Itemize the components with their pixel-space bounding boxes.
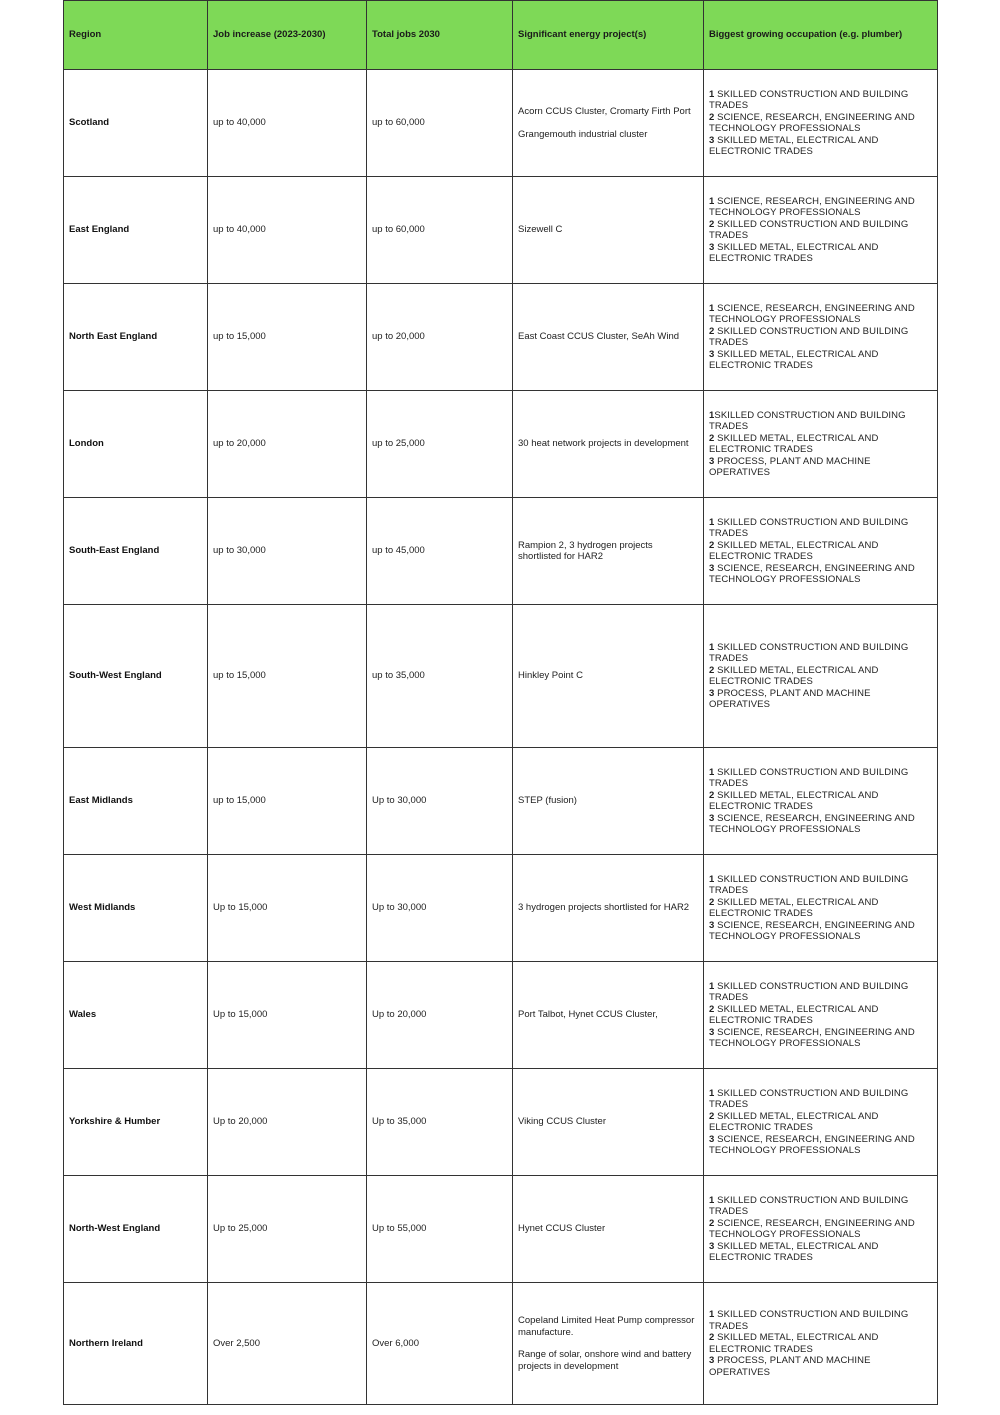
occupation-item: [709, 1195, 932, 1218]
region-cell: South-West England: [64, 605, 208, 748]
region-cell: Yorkshire & Humber: [64, 1069, 208, 1176]
occupation-label: SKILLED CONSTRUCTION AND BUILDING TRADES: [709, 516, 909, 539]
occupation-rank: 3: [709, 1355, 715, 1366]
region-cell: North-West England: [64, 1176, 208, 1283]
project-text: Port Talbot, Hynet CCUS Cluster,: [518, 1009, 658, 1021]
occupation-label: SKILLED METAL, ELECTRICAL AND ELECTRONIC TRADES: [709, 241, 879, 264]
projects-cell: [513, 1069, 704, 1176]
projects-cell: [513, 855, 704, 962]
projects-cell: [513, 391, 704, 498]
occupation-label: SKILLED CONSTRUCTION AND BUILDING TRADES: [709, 409, 906, 432]
occupation-cell: [704, 177, 938, 284]
occupation-rank: 3: [709, 134, 715, 146]
table-row: [64, 498, 938, 605]
occupation-item: [709, 1111, 932, 1134]
occupation-label: PROCESS, PLANT AND MACHINE OPERATIVES: [709, 455, 871, 478]
occupation-label: SKILLED CONSTRUCTION AND BUILDING TRADES: [709, 218, 909, 241]
total-jobs-cell: up to 45,000: [367, 498, 513, 605]
occupation-item: [709, 242, 932, 265]
occupation-item: [709, 433, 932, 456]
projects-cell: [513, 1283, 704, 1405]
occupation-item: [709, 540, 932, 563]
occupation-item: [709, 813, 932, 836]
header-region: Region: [64, 1, 208, 70]
occupation-item: [709, 1088, 932, 1111]
occupation-rank: 2: [709, 789, 715, 801]
project-text: Hynet CCUS Cluster: [518, 1223, 606, 1235]
occupation-item: [709, 349, 932, 372]
occupation-rank: 3: [709, 348, 715, 360]
job-increase-cell: up to 30,000: [208, 498, 367, 605]
table-row: [64, 1176, 938, 1283]
occupation-item: [709, 981, 932, 1004]
occupation-rank: 3: [709, 241, 715, 253]
occupation-label: SCIENCE, RESEARCH, ENGINEERING AND TECHNOLOGY PROFESSIONALS: [709, 919, 915, 942]
occupation-label: SCIENCE, RESEARCH, ENGINEERING AND TECHNOLOGY PROFESSIONALS: [709, 1133, 915, 1156]
occupation-rank: 2: [709, 1217, 715, 1229]
total-jobs-cell: up to 25,000: [367, 391, 513, 498]
occupation-rank: 3: [709, 1026, 715, 1038]
occupation-item: [709, 1027, 932, 1050]
occupation-rank: 2: [709, 1110, 715, 1122]
header-occupation: Biggest growing occupation (e.g. plumber): [704, 1, 938, 70]
project-text: East Coast CCUS Cluster, SeAh Wind: [518, 331, 680, 343]
occupation-cell: [704, 1176, 938, 1283]
occupation-cell: [704, 748, 938, 855]
occupation-label: SCIENCE, RESEARCH, ENGINEERING AND TECHNOLOGY PROFESSIONALS: [709, 1026, 915, 1049]
region-cell: Northern Ireland: [64, 1283, 208, 1405]
occupation-rank: 1: [709, 302, 715, 314]
total-jobs-cell: Over 6,000: [367, 1283, 513, 1405]
occupation-label: SKILLED METAL, ELECTRICAL AND ELECTRONIC TRADES: [709, 1003, 879, 1026]
occupation-label: SCIENCE, RESEARCH, ENGINEERING AND TECHNOLOGY PROFESSIONALS: [709, 562, 915, 585]
occupation-label: SKILLED METAL, ELECTRICAL AND ELECTRONIC TRADES: [709, 896, 879, 919]
table-row: [64, 1283, 938, 1405]
occupation-item: [709, 456, 932, 479]
projects-cell: [513, 605, 704, 748]
occupation-rank: 2: [709, 432, 715, 444]
occupation-label: SKILLED METAL, ELECTRICAL AND ELECTRONIC TRADES: [709, 664, 879, 687]
region-cell: Wales: [64, 962, 208, 1069]
occupation-rank: 1: [709, 409, 715, 421]
projects-cell: [513, 498, 704, 605]
table-row: [64, 70, 938, 177]
table-row: [64, 605, 938, 748]
project-text: Sizewell C: [518, 224, 563, 236]
table-row: [64, 748, 938, 855]
project-text: Hinkley Point C: [518, 670, 583, 682]
occupation-rank: 3: [709, 1133, 715, 1145]
job-increase-cell: up to 20,000: [208, 391, 367, 498]
occupation-rank: 2: [709, 664, 715, 676]
region-cell: London: [64, 391, 208, 498]
table-body: [64, 70, 938, 1405]
regional-jobs-table: [63, 0, 938, 1405]
region-cell: East Midlands: [64, 748, 208, 855]
header-projects: Significant energy project(s): [513, 1, 704, 70]
occupation-item: [709, 1241, 932, 1264]
table-row: [64, 1069, 938, 1176]
occupation-rank: 2: [709, 111, 715, 123]
occupation-label: SCIENCE, RESEARCH, ENGINEERING AND TECHNOLOGY PROFESSIONALS: [709, 195, 915, 218]
occupation-label: SKILLED CONSTRUCTION AND BUILDING TRADES: [709, 980, 909, 1003]
region-cell: South-East England: [64, 498, 208, 605]
occupation-label: SCIENCE, RESEARCH, ENGINEERING AND TECHNOLOGY PROFESSIONALS: [709, 111, 915, 134]
occupation-rank: 1: [709, 641, 715, 653]
occupation-rank: 2: [709, 325, 715, 337]
total-jobs-cell: Up to 30,000: [367, 748, 513, 855]
project-text: STEP (fusion): [518, 795, 577, 807]
occupation-item: [709, 135, 932, 158]
occupation-rank: 2: [709, 896, 715, 908]
occupation-cell: [704, 855, 938, 962]
occupation-rank: 2: [709, 218, 715, 230]
project-text: Acorn CCUS Cluster, Cromarty Firth Port: [518, 106, 691, 117]
occupation-label: SKILLED METAL, ELECTRICAL AND ELECTRONIC TRADES: [709, 348, 879, 371]
occupation-label: SKILLED CONSTRUCTION AND BUILDING TRADES: [709, 88, 909, 111]
occupation-rank: 1: [709, 766, 715, 778]
occupation-item: [709, 219, 932, 242]
occupation-label: SCIENCE, RESEARCH, ENGINEERING AND TECHNOLOGY PROFESSIONALS: [709, 812, 915, 835]
header-row: [64, 1, 938, 70]
occupation-item: [709, 326, 932, 349]
job-increase-cell: up to 15,000: [208, 284, 367, 391]
table-row: [64, 177, 938, 284]
occupation-item: [709, 874, 932, 897]
job-increase-cell: Up to 15,000: [208, 962, 367, 1069]
occupation-label: SKILLED CONSTRUCTION AND BUILDING TRADES: [709, 1087, 909, 1110]
table-row: [64, 391, 938, 498]
occupation-label: SKILLED METAL, ELECTRICAL AND ELECTRONIC TRADES: [709, 789, 879, 812]
projects-cell: [513, 177, 704, 284]
project-text: Range of solar, onshore wind and battery projects in development: [518, 1349, 692, 1372]
occupation-cell: [704, 498, 938, 605]
total-jobs-cell: Up to 55,000: [367, 1176, 513, 1283]
occupation-rank: 3: [709, 1240, 715, 1252]
occupation-rank: 2: [709, 1332, 715, 1343]
occupation-label: SKILLED CONSTRUCTION AND BUILDING TRADES: [709, 641, 909, 664]
occupation-rank: 1: [709, 873, 715, 885]
job-increase-cell: Up to 25,000: [208, 1176, 367, 1283]
occupation-label: SCIENCE, RESEARCH, ENGINEERING AND TECHNOLOGY PROFESSIONALS: [709, 302, 915, 325]
occupation-rank: 3: [709, 455, 715, 467]
occupation-label: PROCESS, PLANT AND MACHINE OPERATIVES: [709, 1355, 871, 1378]
occupation-item: [709, 1309, 932, 1332]
project-text: 30 heat network projects in development: [518, 438, 689, 450]
project-text: 3 hydrogen projects shortlisted for HAR2: [518, 902, 690, 914]
header-job-increase: Job increase (2023-2030): [208, 1, 367, 70]
table-row: [64, 284, 938, 391]
occupation-label: SKILLED CONSTRUCTION AND BUILDING TRADES: [709, 1194, 909, 1217]
total-jobs-cell: up to 60,000: [367, 177, 513, 284]
projects-cell: [513, 1176, 704, 1283]
job-increase-cell: up to 40,000: [208, 177, 367, 284]
job-increase-cell: up to 15,000: [208, 605, 367, 748]
occupation-item: [709, 303, 932, 326]
table-row: [64, 855, 938, 962]
occupation-label: PROCESS, PLANT AND MACHINE OPERATIVES: [709, 687, 871, 710]
region-cell: East England: [64, 177, 208, 284]
region-cell: North East England: [64, 284, 208, 391]
occupation-cell: [704, 391, 938, 498]
region-cell: Scotland: [64, 70, 208, 177]
occupation-item: [709, 642, 932, 665]
occupation-item: [709, 1355, 932, 1378]
project-text: Copeland Limited Heat Pump compressor manufacture.: [518, 1315, 695, 1338]
projects-cell: [513, 70, 704, 177]
occupation-cell: [704, 605, 938, 748]
occupation-rank: 1: [709, 195, 715, 207]
occupation-rank: 1: [709, 516, 715, 528]
projects-cell: [513, 962, 704, 1069]
occupation-label: SKILLED METAL, ELECTRICAL AND ELECTRONIC TRADES: [709, 1332, 879, 1355]
table-row: [64, 962, 938, 1069]
occupation-item: [709, 1004, 932, 1027]
occupation-rank: 1: [709, 1194, 715, 1206]
occupation-label: SCIENCE, RESEARCH, ENGINEERING AND TECHNOLOGY PROFESSIONALS: [709, 1217, 915, 1240]
occupation-item: [709, 767, 932, 790]
occupation-cell: [704, 1283, 938, 1405]
total-jobs-cell: Up to 20,000: [367, 962, 513, 1069]
occupation-label: SKILLED METAL, ELECTRICAL AND ELECTRONIC TRADES: [709, 1240, 879, 1263]
occupation-rank: 3: [709, 812, 715, 824]
total-jobs-cell: Up to 35,000: [367, 1069, 513, 1176]
occupation-rank: 3: [709, 687, 715, 699]
occupation-cell: [704, 284, 938, 391]
occupation-item: [709, 665, 932, 688]
occupation-item: [709, 790, 932, 813]
occupation-item: [709, 563, 932, 586]
occupation-label: SKILLED CONSTRUCTION AND BUILDING TRADES: [709, 325, 909, 348]
occupation-item: [709, 897, 932, 920]
occupation-item: [709, 1332, 932, 1355]
occupation-rank: 2: [709, 539, 715, 551]
occupation-cell: [704, 70, 938, 177]
occupation-label: SKILLED METAL, ELECTRICAL AND ELECTRONIC TRADES: [709, 134, 879, 157]
total-jobs-cell: up to 35,000: [367, 605, 513, 748]
projects-cell: [513, 748, 704, 855]
occupation-label: SKILLED CONSTRUCTION AND BUILDING TRADES: [709, 766, 909, 789]
occupation-cell: [704, 962, 938, 1069]
project-text: Grangemouth industrial cluster: [518, 128, 648, 140]
total-jobs-cell: up to 60,000: [367, 70, 513, 177]
occupation-rank: 1: [709, 88, 715, 100]
total-jobs-cell: Up to 30,000: [367, 855, 513, 962]
occupation-label: SKILLED CONSTRUCTION AND BUILDING TRADES: [709, 873, 909, 896]
occupation-rank: 1: [709, 1087, 715, 1099]
occupation-item: [709, 196, 932, 219]
occupation-item: [709, 1134, 932, 1157]
job-increase-cell: up to 15,000: [208, 748, 367, 855]
occupation-item: [709, 1218, 932, 1241]
projects-cell: [513, 284, 704, 391]
occupation-item: [709, 112, 932, 135]
occupation-item: [709, 89, 932, 112]
occupation-rank: 1: [709, 980, 715, 992]
occupation-label: SKILLED METAL, ELECTRICAL AND ELECTRONIC TRADES: [709, 1110, 879, 1133]
occupation-label: SKILLED METAL, ELECTRICAL AND ELECTRONIC TRADES: [709, 432, 879, 455]
total-jobs-cell: up to 20,000: [367, 284, 513, 391]
occupation-cell: [704, 1069, 938, 1176]
project-text: Viking CCUS Cluster: [518, 1116, 606, 1128]
occupation-item: [709, 920, 932, 943]
occupation-rank: 3: [709, 562, 715, 574]
occupation-label: SKILLED CONSTRUCTION AND BUILDING TRADES: [709, 1309, 909, 1332]
header-total-jobs: Total jobs 2030: [367, 1, 513, 70]
occupation-rank: 3: [709, 919, 715, 931]
job-increase-cell: Up to 20,000: [208, 1069, 367, 1176]
occupation-item: [709, 688, 932, 711]
occupation-item: [709, 410, 932, 433]
region-cell: West Midlands: [64, 855, 208, 962]
job-increase-cell: up to 40,000: [208, 70, 367, 177]
occupation-rank: 2: [709, 1003, 715, 1015]
occupation-rank: 1: [709, 1309, 715, 1320]
job-increase-cell: Over 2,500: [208, 1283, 367, 1405]
occupation-item: [709, 517, 932, 540]
project-text: Rampion 2, 3 hydrogen projects shortlisted for HAR2: [518, 539, 653, 562]
occupation-label: SKILLED METAL, ELECTRICAL AND ELECTRONIC TRADES: [709, 539, 879, 562]
job-increase-cell: Up to 15,000: [208, 855, 367, 962]
